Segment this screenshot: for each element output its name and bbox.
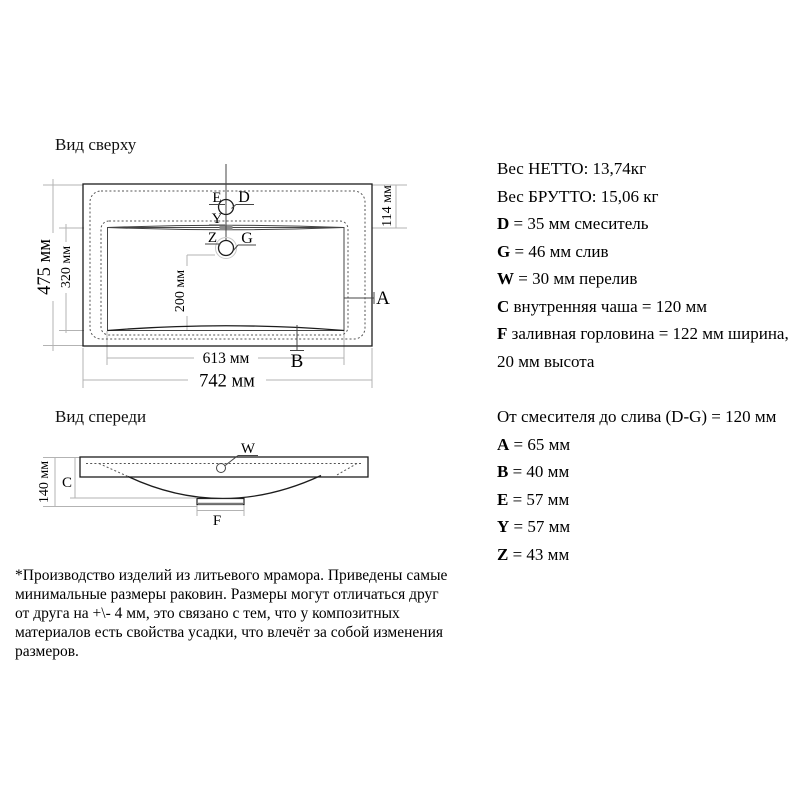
bowl-curve [128, 476, 321, 499]
spec-line [497, 458, 776, 486]
spec-list-secondary [497, 403, 776, 568]
spec-value: = 65 мм [509, 434, 571, 454]
dim-140-label: 140 мм [37, 460, 52, 504]
spec-value: Вес БРУТТО: 15,06 кг [497, 186, 659, 206]
spec-line [497, 183, 789, 211]
footnote-line: размеров. [15, 643, 79, 660]
overflow-hole-circle [217, 464, 226, 473]
spec-line [497, 265, 789, 293]
spec-key: W [497, 269, 514, 288]
spec-value: = 46 мм слив [510, 241, 609, 261]
spec-key: G [497, 241, 511, 261]
dim-320-label: 320 мм [59, 245, 74, 289]
label-e: E [212, 190, 222, 206]
spec-value: Вес НЕТТО: 13,74кг [497, 159, 647, 178]
dim-200-label: 200 мм [173, 269, 188, 313]
dim-114-label: 114 мм [380, 185, 395, 227]
spec-key: F [497, 324, 508, 343]
footnote-line: минимальные размеры раковин. Размеры могут отличаться друг [15, 586, 439, 603]
label-c: C [61, 475, 73, 491]
hidden-wall-dotted-left [99, 464, 128, 477]
spec-value: = 57 мм [509, 517, 571, 536]
top-view-drawing [20, 160, 430, 405]
spec-line [497, 403, 776, 431]
basin-rim-outline [108, 228, 345, 331]
deck-dotted-outline [90, 191, 365, 339]
spec-value: = 35 мм смеситель [509, 214, 649, 233]
label-g: G [241, 230, 253, 247]
spec-line [497, 431, 776, 459]
footnote-line: от друга на +\- 4 мм, это связано с тем, что у композитных [15, 605, 400, 622]
front-view-title: Вид спереди [55, 407, 147, 426]
label-d: D [238, 189, 250, 206]
top-view-title: Вид сверху [55, 135, 137, 154]
drain-hole-circle [219, 241, 234, 256]
spec-key: E [497, 489, 509, 509]
label-b: B [290, 351, 304, 372]
spec-value: = 40 мм [508, 462, 570, 481]
hidden-wall-dotted-right [336, 464, 357, 476]
spec-line [497, 348, 789, 376]
outer-edge-outline [83, 184, 372, 346]
spec-key: C [497, 296, 510, 316]
spec-key: Y [497, 517, 510, 536]
spec-line [497, 293, 789, 321]
spec-line [497, 486, 776, 514]
spec-key: D [497, 214, 510, 233]
spec-key: B [497, 462, 509, 481]
basin-bottom-curve [108, 326, 345, 331]
footnote-line: материалов есть свойства усадки, что влечёт за собой изменения [15, 624, 444, 641]
spec-line [497, 541, 776, 569]
spec-line [497, 513, 776, 541]
spec-line [497, 155, 789, 183]
spec-value: = 30 мм перелив [514, 269, 638, 288]
callout-a [344, 288, 390, 309]
spec-value: внутренняя чаша = 120 мм [509, 296, 708, 316]
footnote [15, 566, 447, 661]
label-a: A [376, 288, 390, 309]
front-view-drawing [20, 430, 440, 540]
dim-613-label: 613 мм [202, 350, 250, 367]
spec-line [497, 320, 789, 348]
spec-line [497, 238, 789, 266]
spec-key: Z [497, 544, 509, 564]
spec-value: заливная горловина = 122 мм ширина, [507, 324, 789, 343]
footnote-line: *Производство изделий из литьевого мрамора. Приведены самые [15, 567, 448, 584]
spec-key: A [497, 434, 510, 454]
spec-list-primary [497, 155, 789, 375]
label-w: W [240, 441, 256, 457]
spec-value: 20 мм высота [497, 351, 595, 371]
dim-475-label: 475 мм [35, 239, 55, 295]
spec-value: = 43 мм [508, 544, 570, 564]
front-view-dimension-lines [43, 458, 244, 517]
callout-b [290, 325, 304, 372]
label-f: F [212, 513, 222, 529]
dim-742-label: 742 мм [199, 371, 255, 392]
label-z: Z [207, 230, 218, 246]
spec-line [497, 210, 789, 238]
label-y: Y [211, 211, 223, 227]
spec-value: = 57 мм [508, 489, 570, 509]
spec-value: От смесителя до слива (D-G) = 120 мм [497, 407, 777, 426]
